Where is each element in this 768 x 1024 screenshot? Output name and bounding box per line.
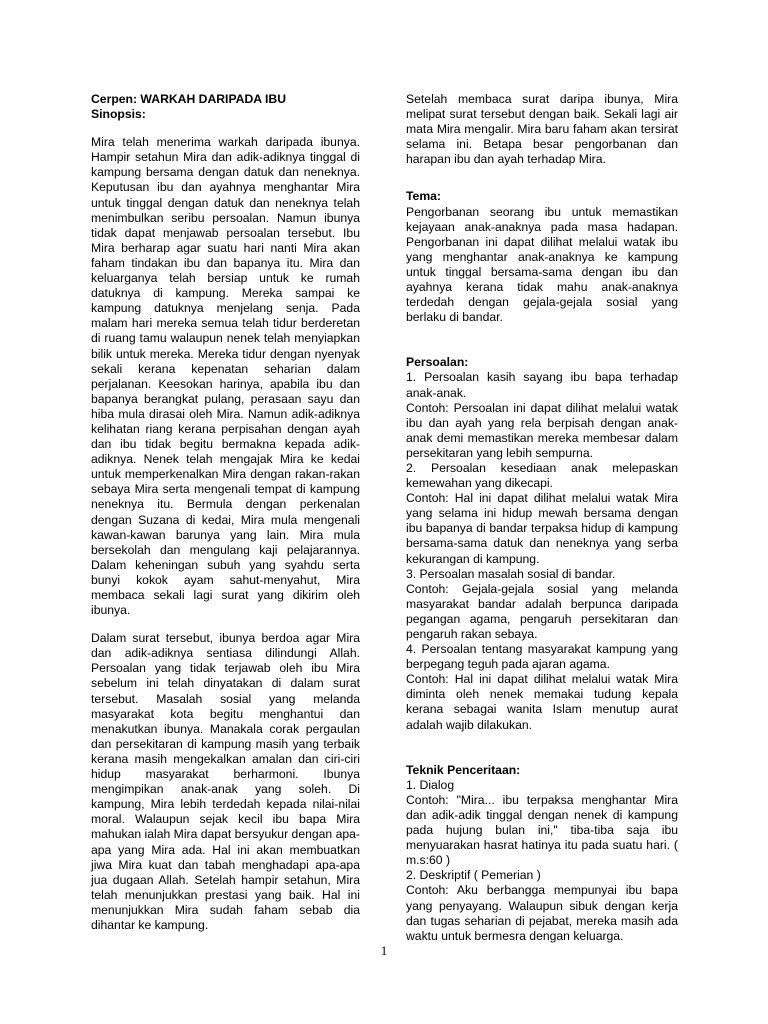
teknik-example: Contoh: Aku berbangga mempunyai ibu bapa yang penyayang. Walaupun sibuk dengan kerja dan tugas seharian di pejabat, mereka masih ada waktu untuk bermesra dengan keluarga. bbox=[406, 883, 678, 943]
left-column bbox=[91, 92, 360, 933]
persoalan-item: 3. Persoalan masalah sosial di bandar. bbox=[406, 566, 616, 581]
teknik-example: Contoh: "Mira... ibu terpaksa menghantar Mira dan adik-adik tinggal dengan nenek di kampung pada hujung bulan ini," tiba-tiba saja ibu menyuarakan hasrat hatinya itu pada suatu hari. ( m.s:60 ) bbox=[406, 792, 678, 868]
persoalan-example: Contoh: Hal ini dapat dilihat melalui watak Mira yang selama ini hidup mewah bersama dengan ibu bapanya di bandar terpaksa hidup di kampung bersama-sama datuk dan neneknya yang serba kekurangan di kampung. bbox=[406, 491, 678, 566]
synopsis-paragraph-1: Mira telah menerima warkah daripada ibunya. Hampir setahun Mira dan adik-adiknya tinggal di kampung bersama dengan datuk dan neneknya. Keputusan ibu dan ayahnya menghantar Mira untuk tinggal dengan datuk dan neneknya telah menimbulkan seribu persoalan. Namun ibunya tidak dapat menjawab persoalan tersebut. Ibu Mira berharap agar suatu hari nanti Mira akan faham tindakan ibu dan bapanya itu. Mira dan keluarganya telah bersiap untuk ke rumah datuknya di kampung. Mereka sampai ke kampung datuknya menjelang senja. Pada malam hari mereka semua telah tidur berderetan di ruang tamu walaupun nenek telah menyiapkan bilik untuk mereka. Mereka tidur dengan nyenyak sekali kerana kepenatan seharian dalam perjalanan. Keesokan harinya, apabila ibu dan bapanya berangkat pulang, perasaan sayu dan hiba mula dirasai oleh Mira. Namun adik-adiknya kelihatan riang kerana perpisahan dengan ayah dan ibu tidak begitu bermakna kepada adik-adiknya. Nenek telah mengajak Mira ke kedai untuk memperkenalkan Mira dengan rakan-rakan sebaya Mira serta mengenali tempat di kampung neneknya itu. Bermula dengan perkenalan dengan Suzana di kedai, Mira mula mengenali kawan-kawan barunya yang lain. Mira mula bersekolah dan mengulang kaji pelajarannya. Dalam keheningan subuh yang syahdu serta bunyi kokok ayam sahut-menyahut, Mira membaca sekali lagi surat yang dikirim oleh ibunya. bbox=[91, 135, 360, 618]
persoalan-heading: Persoalan: bbox=[406, 355, 469, 370]
persoalan-item: 2. Persoalan kesediaan anak melepaskan kemewahan yang dikecapi. bbox=[406, 460, 678, 491]
teknik-item: 2. Deskriptif ( Pemerian ) bbox=[406, 868, 541, 883]
synopsis-paragraph-2: Dalam surat tersebut, ibunya berdoa agar Mira dan adik-adiknya sentiasa dilindungi Allah. Persoalan yang tidak terjawab oleh ibu Mira sebelum ini telah dinyatakan di dalam surat tersebut. Masalah sosial yang melanda masyarakat kota begitu menghantui dan menakutkan ibunya. Manakala corak pergaulan dan persekitaran di kampung masih yang terbaik kerana masih mengekalkan amalan dan ciri-ciri hidup masyarakat berharmoni. Ibunya mengimpikan anak-anak yang soleh. Di kampung, Mira lebih terdedah kepada nilai-nilai moral. Walaupun sejak kecil ibu bapa Mira mahukan ialah Mira dapat bersyukur dengan apa-apa yang Mira ada. Hal ini akan membuatkan jiwa Mira kuat dan tabah menghadapi apa-apa jua dugaan Allah. Setelah hampir setahun, Mira telah menunjukkan prestasi yang baik. Hal ini menunjukkan Mira sudah faham sebab dia dihantar ke kampung. bbox=[91, 631, 360, 932]
right-column bbox=[406, 92, 678, 944]
persoalan-example: Contoh: Gejala-gejala sosial yang melanda masyarakat bandar adalah berpunca daripada pegangan agama, pengaruh persekitaran dan pengaruh rakan sebaya. bbox=[406, 581, 678, 641]
page-number: 1 bbox=[380, 943, 388, 958]
persoalan-item: 1. Persoalan kasih sayang ibu bapa terhadap anak-anak. bbox=[406, 370, 678, 400]
teknik-item: 1. Dialog bbox=[406, 777, 455, 792]
synopsis-heading: Sinopsis: bbox=[91, 107, 146, 122]
persoalan-example: Contoh: Hal ini dapat dilihat melalui watak Mira diminta oleh nenek memakai tudung kepala kerana sebagai wanita Islam menutup aurat adalah wajib dilakukan. bbox=[406, 672, 678, 732]
tema-text: Pengorbanan seorang ibu untuk memastikan kejayaan anak-anaknya pada masa hadapan. Pengorbanan ini dapat dilihat melalui watak ibu yang menghantar anak-anaknya ke kampung untuk tinggal bersama-sama dengan ibu dan ayahnya kerana tidak mahu anak-anaknya terdedah dengan gejala-gejala sosial yang berlaku di bandar. bbox=[406, 204, 678, 325]
teknik-heading: Teknik Penceritaan: bbox=[406, 762, 521, 777]
tema-heading: Tema: bbox=[406, 189, 441, 204]
persoalan-item: 4. Persoalan tentang masyarakat kampung yang berpegang teguh pada ajaran agama. bbox=[406, 642, 678, 672]
synopsis-paragraph-3: Setelah membaca surat daripa ibunya, Mira melipat surat tersebut dengan baik. Sekali lagi air mata Mira mengalir. Mira baru faham akan tersirat selama ini. Betapa besar pengorbanan dan harapan ibu dan ayah terhadap Mira. bbox=[406, 92, 678, 167]
persoalan-example: Contoh: Persoalan ini dapat dilihat melalui watak ibu dan ayah yang rela berpisah dengan anak-anak demi memastikan mereka membesar dalam persekitaran yang lebih sempurna. bbox=[406, 400, 678, 460]
story-title: Cerpen: WARKAH DARIPADA IBU bbox=[91, 92, 286, 106]
